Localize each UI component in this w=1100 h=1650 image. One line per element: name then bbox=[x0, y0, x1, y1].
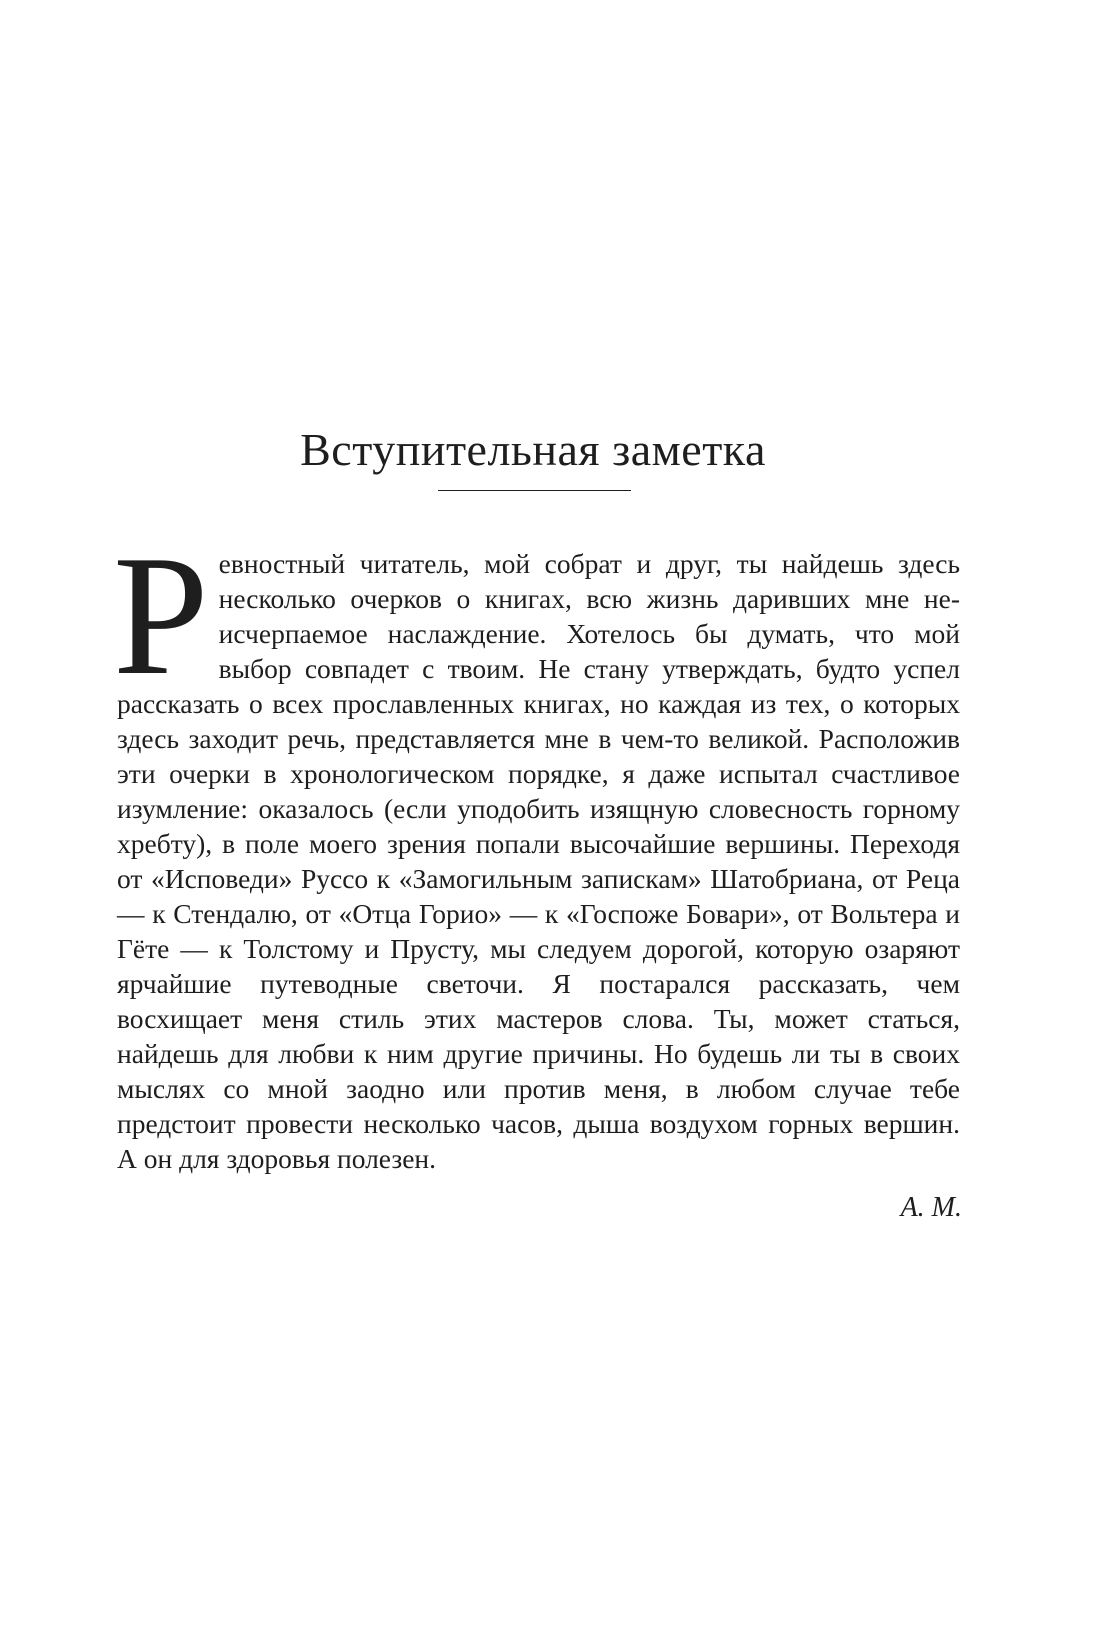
title-underline-rule bbox=[438, 490, 631, 491]
drop-cap-letter: Р bbox=[113, 521, 209, 711]
paragraph-text: евностный читатель, мой собрат и друг, ты найдешь здесь несколько очерков о книгах, всю жизнь даривших мне неисчерпаемое наслаждение. Хотелось бы думать, что мой выбор совпадет с твоим. Не стану утверждать, будто успел рассказать о всех прославленных книгах, но каждая из тех, о которых здесь заходит речь, представляется мне в чем-то великой. Расположив эти очерки в хронологическом порядке, я даже испытал счастливое изумление: оказалось (если уподобить изящную словесность горному хребту), в поле моего зрения попали высочайшие вершины. Переходя от «Исповеди» Руссо к «Замогильным запискам» Шатобриана, от Реца — к Стендалю, от «Отца Горио» — к «Госпоже Бовари», от Вольтера и Гёте — к Толстому и Прусту, мы следуем дорогой, которую озаряют ярчайшие путеводные светочи. Я постарался рассказать, чем восхищает меня стиль этих мастеров слова. Ты, может статься, найдешь для любви к ним другие причины. Но будешь ли ты в своих мыслях со мной заодно или против меня, в любом случае тебе предстоит провести несколько часов, дыша воздухом горных вершин. А он для здоровья полезен. bbox=[117, 548, 960, 1174]
introduction-paragraph bbox=[113, 521, 960, 1176]
page-title: Вступительная заметка bbox=[300, 424, 766, 475]
author-signature: А. М. bbox=[900, 1192, 962, 1223]
